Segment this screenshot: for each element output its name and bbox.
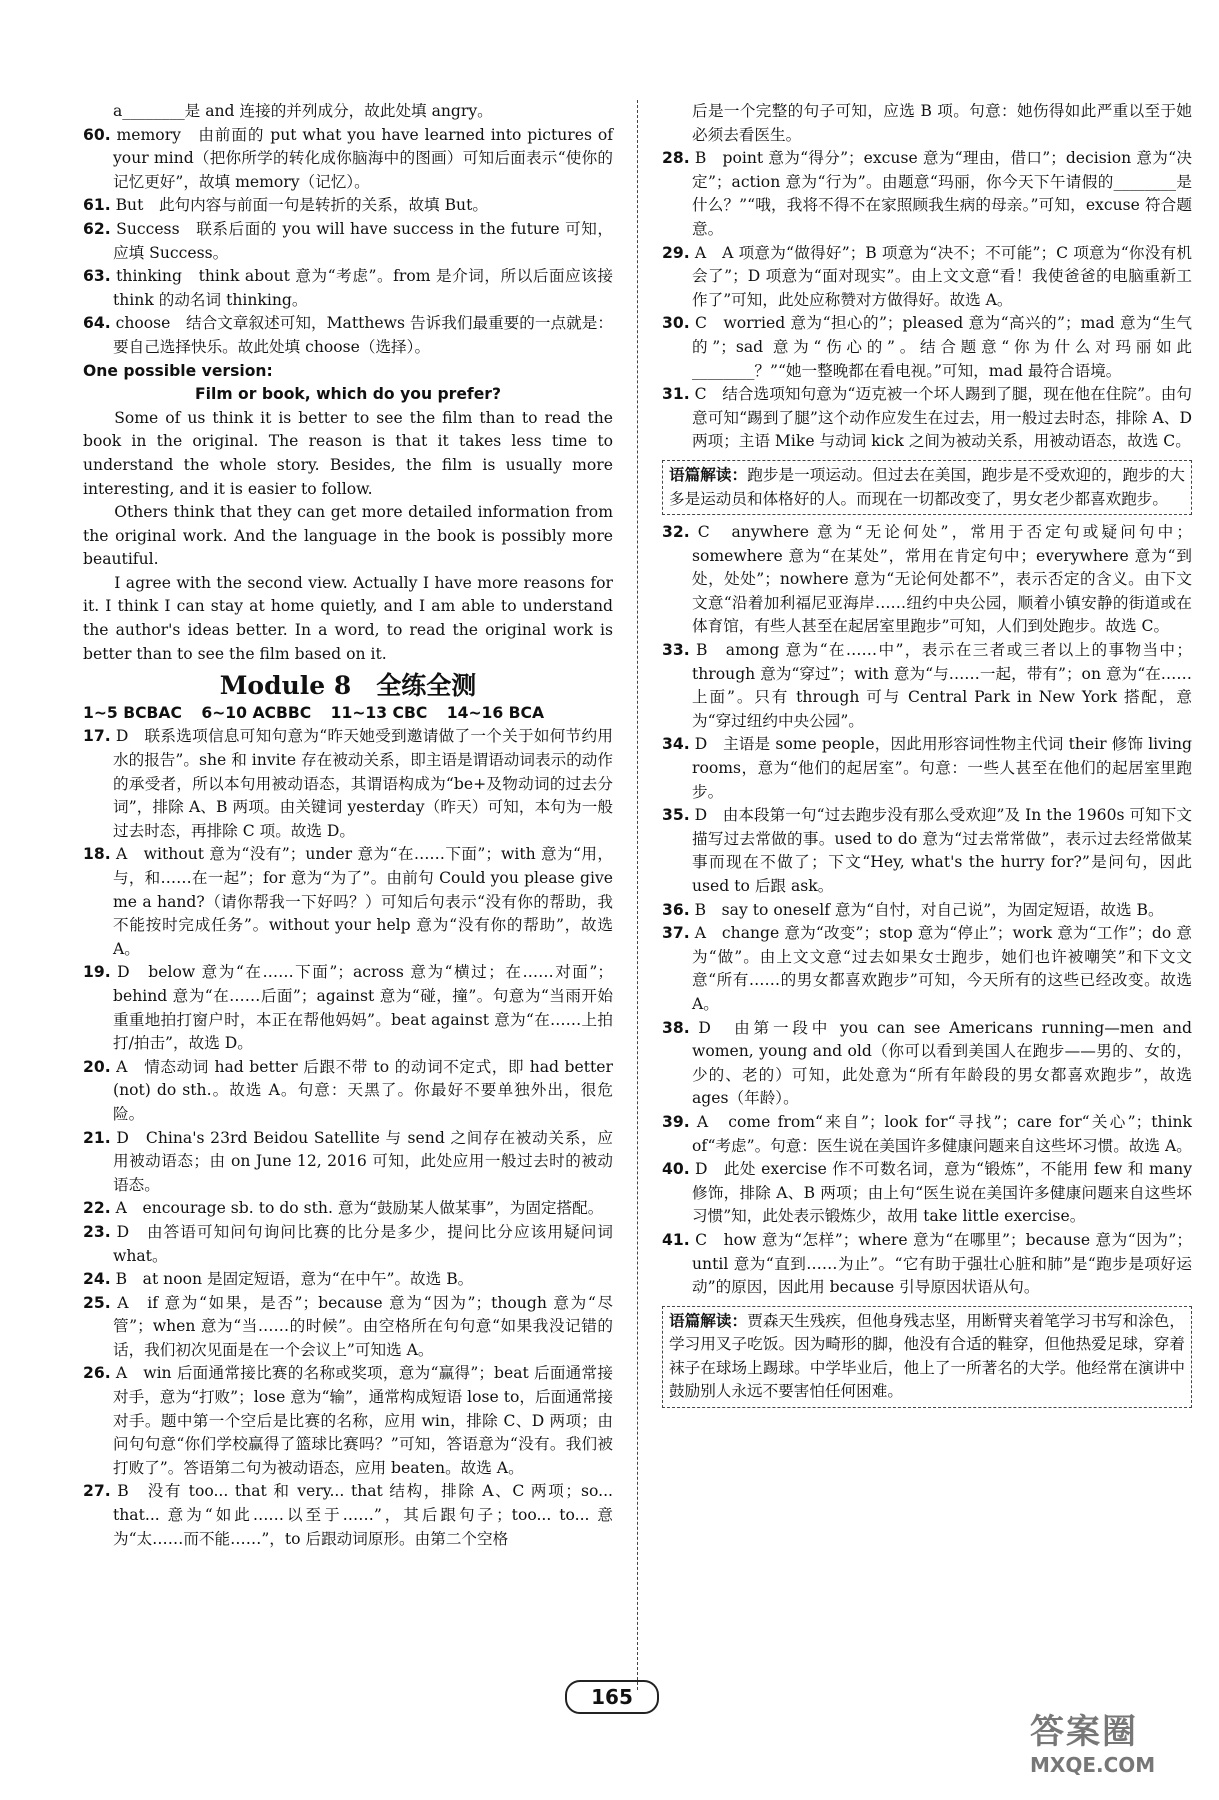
answer-item: 29. A A 项意为“做得好”；B 项意为“决不；不可能”；C 项意为“你没有机会了”；D 项意为“面对现实”。由上文文意“看！我使爸爸的电脑重新工作了”可知，此处应称赞对方做得好。故选 A。	[662, 243, 1192, 309]
answer-item: 63. thinking think about 意为“考虑”。from 是介词，所以后面应该接 think 的动名词 thinking。	[83, 267, 613, 309]
passage-analysis-label: 语篇解读：	[669, 465, 748, 484]
answers-60-64	[83, 124, 613, 360]
answer-item: 27. B 没有 too... that 和 very... that 结构，排除 A、C 两项；so... that... 意为“如此……以至于……”，其后跟句子；too... to... 意为“太……而不能……”，to 后跟动词原形。由第二个空格	[83, 1482, 613, 1548]
answer-item: 34. D 主语是 some people，因此用形容词性物主代词 their 修饰 living rooms，意为“他们的起居室”。句意：一些人甚至在他们的起居室里跑步。	[662, 735, 1192, 801]
answers-17-27	[83, 725, 613, 1551]
answer-item: 35. D 由本段第一句“过去跑步没有那么受欢迎”及 In the 1960s 可知下文描写过去常做的事。used to do 意为“过去常常做”，表示过去经常做某事而现在不做了；下文“Hey, what's the hurry for?”是问句，因此 used to 后跟 ask。	[662, 806, 1192, 895]
watermark-logo	[1030, 1712, 1180, 1792]
passage-analysis-text: 贾森天生残疾，但他身残志坚，用断臂夹着笔学习书写和涂色，学习用叉子吃饭。因为畸形的脚，他没有合适的鞋穿，但他热爱足球，穿着袜子在球场上踢球。中学毕业后，他上了一所著名的大学。他经常在演讲中鼓励别人永远不要害怕任何困难。	[669, 1311, 1185, 1401]
answer-item: 25. A if 意为“如果，是否”；because 意为“因为”；though 意为“尽管”；when 意为“当……的时候”。由空格所在句句意“如果我没记错的话，我们初次见面是在一个会议上”可知选 A。	[83, 1293, 613, 1359]
watermark-top: 答案圈	[1030, 1712, 1138, 1752]
answer-item: 21. D China's 23rd Beidou Satellite 与 send 之间存在被动关系，应用被动语态；由 on June 12, 2016 可知，此处应用一般过去时的被动语态。	[83, 1128, 614, 1194]
passage-analysis-box	[662, 1306, 1192, 1408]
essay-paragraph: I agree with the second view. Actually I have more reasons for it. I think I can stay at home quietly, and I am able to understand the author's ideas better. In a word, to read the original work is better than to see the film based on it.	[83, 573, 613, 663]
answer-item: 40. D 此处 exercise 作不可数名词，意为“锻炼”，不能用 few 和 many 修饰，排除 A、B 两项；由上句“医生说在美国许多健康问题来自这些坏习惯”知，此处表示锻炼少，故用 take little exercise。	[662, 1160, 1192, 1226]
answer-item: 37. A change 意为“改变”；stop 意为“停止”；work 意为“工作”；do 意为“做”。由上文文意“过去如果女士跑步，她们也许被嘲笑”和下文文意“所有……的男女都喜欢跑步”可知，今天所有的这些已经改变。故选 A。	[662, 924, 1192, 1013]
answer-item: 33. B among 意为“在……中”，表示在三者或三者以上的事物当中；through 意为“穿过”；with 意为“与……一起，带有”；on 意为“在……上面”。只有 through 可与 Central Park in New York 搭配，意为“穿过纽约中央公园”。	[662, 641, 1192, 730]
answer-item: 38. D 由第一段中 you can see Americans running—men and women, young and old（你可以看到美国人在跑步——男的、女的，少的、老的）可知，此处意为“所有年龄段的男女都喜欢跑步”，故选 ages（年龄）。	[662, 1018, 1192, 1108]
answer-item: 20. A 情态动词 had better 后跟不带 to 的动词不定式，即 had better (not) do sth.。故选 A。句意：天黑了。你最好不要单独外出，很危险。	[83, 1057, 613, 1123]
answer-item: 32. C anywhere 意为“无论何处”，常用于否定句或疑问句中；somewhere 意为“在某处”，常用在肯定句中；everywhere 意为“到处，处处”；nowhere 意为“无论何处都不”，表示否定的含义。由下文文意“沿着加利福尼亚海岸……纽约中央公园，顺着小镇安静的街道或在体育馆，有些人甚至在起居室里跑步”可知，人们到处跑步。故选 C。	[662, 523, 1192, 636]
version-label: One possible version:	[83, 361, 273, 380]
answers-28-31	[662, 147, 1192, 454]
answer-item: 64. choose 结合文章叙述可知，Matthews 告诉我们最重要的一点就是：要自己选择快乐。故此处填 choose（选择）。	[83, 314, 613, 356]
quick-answers: 1~5 BCBAC 6~10 ACBBC 11~13 CBC 14~16 BCA	[83, 703, 545, 722]
answer-item: 22. A encourage sb. to do sth. 意为“鼓励某人做某事”，为固定搭配。	[83, 1199, 604, 1218]
column-divider	[637, 100, 638, 1690]
passage-analysis-box	[662, 460, 1192, 515]
continued-text: 后是一个完整的句子可知，应选 B 项。句意：她伤得如此严重以至于她必须去看医生。	[692, 102, 1192, 144]
answer-item: 23. D 由答语可知问句询问比赛的比分是多少，提问比分应该用疑问词 what。	[83, 1222, 613, 1265]
intro-line: a________是 and 连接的并列成分，故此处填 angry。	[113, 102, 493, 120]
answer-item: 30. C worried 意为“担心的”；pleased 意为“高兴的”；mad 意为“生气的”；sad 意为“伤心的”。结合题意“你为什么对玛丽如此________？”“她一整晚都在看电视。”可知，mad 最符合语境。	[662, 314, 1192, 380]
answer-item: 60. memory 由前面的 put what you have learned into pictures of your mind（把你所学的转化成你脑海中的图画）可知后面表示“使你的记忆更好”，故填 memory（记忆）。	[83, 125, 613, 191]
watermark-bottom: MXQE.COM	[1030, 1753, 1156, 1777]
answer-item: 26. A win 后面通常接比赛的名称或奖项，意为“赢得”；beat 后面通常接对手，意为“打败”；lose 意为“输”，通常构成短语 lose to，后面通常接对手。题中第一个空后是比赛的名称，应用 win，排除 C、D 两项；由问句句意“你们学校赢得了篮球比赛吗？”可知，答语意为“没有。我们被打败了”。答语第二句为被动语态，应用 beaten。故选 A。	[83, 1364, 613, 1477]
left-column	[83, 100, 613, 1551]
answer-item: 39. A come from“来自”；look for“寻找”；care for“关心”；think of“考虑”。句意：医生说在美国许多健康问题来自这些坏习惯。故选 A。	[662, 1112, 1192, 1155]
answer-item: 61. But 此句内容与前面一句是转折的关系，故填 But。	[83, 196, 488, 215]
answer-item: 18. A without 意为“没有”；under 意为“在……下面”；with 意为“用，与，和……在一起”；for 意为“为了”。由前句 Could you please give me a hand?（请你帮我一下好吗？）可知后句表示“没有你的帮助，我不能按时完成任务”。without your help 意为“没有你的帮助”，故选 A。	[83, 845, 613, 958]
passage-analysis-text: 跑步是一项运动。但过去在美国，跑步是不受欢迎的，跑步的大多是运动员和体格好的人。而现在一切都改变了，男女老少都喜欢跑步。	[669, 465, 1185, 508]
answer-item: 24. B at noon 是固定短语，意为“在中午”。故选 B。	[83, 1270, 474, 1289]
answer-item: 19. D below 意为“在……下面”；across 意为“横过；在……对面”；behind 意为“在……后面”；against 意为“碰，撞”。句意为“当雨开始重重地拍打窗户时，本正在帮他妈妈”。beat against 意为“在……上拍打/拍击”，故选 D。	[83, 963, 613, 1053]
passage-analysis-label: 语篇解读：	[669, 1311, 748, 1330]
answer-item: 41. C how 意为“怎样”；where 意为“在哪里”；because 意为“因为”；until 意为“直到……为止”。“它有助于强壮心脏和肺”是“跑步是项好运动”的原因，因此用 because 引导原因状语从句。	[662, 1230, 1192, 1297]
essay-paragraph: Others think that they can get more detailed information from the original work. And the language in the book is possibly more beautiful.	[83, 503, 613, 569]
essay-title: Film or book, which do you prefer?	[194, 385, 502, 404]
answers-32-41	[662, 521, 1192, 1300]
right-column	[662, 100, 1192, 1414]
answer-item: 17. D 联系选项信息可知句意为“昨天她受到邀请做了一个关于如何节约用水的报告”。she 和 invite 存在被动关系，即主语是谓语动词表示的动作的承受者，所以本句用被动语态，其谓语构成为“be+及物动词的过去分词”，排除 A、B 两项。由关键词 yesterday（昨天）可知，本句为一般过去时态，再排除 C 项。故选 D。	[83, 727, 613, 840]
module-title: Module 8 全练全测	[219, 671, 477, 701]
answer-item: 62. Success 联系后面的 you will have success in the future 可知，应填 Success。	[83, 219, 613, 262]
page-number: 165	[565, 1680, 659, 1714]
answer-item: 28. B point 意为“得分”；excuse 意为“理由，借口”；decision 意为“决定”；action 意为“行为”。由题意“玛丽，你今天下午请假的________是什么？”“哦，我将不得不在家照顾我生病的母亲。”可知，excuse 符合题意。	[662, 149, 1192, 238]
answer-item: 36. B say to oneself 意为“自忖，对自己说”，为固定短语，故选 B。	[662, 900, 1164, 919]
essay-paragraph: Some of us think it is better to see the film than to read the book in the original. The reason is that it takes less time to understand the whole story. Besides, the film is usually more interesting, and it is easier to follow.	[83, 408, 613, 498]
answer-item: 31. C 结合选项知句意为“迈克被一个坏人踢到了腿，现在他在住院”。由句意可知“踢到了腿”这个动作应发生在过去，用一般过去时态，排除 A、D 两项；主语 Mike 与动词 kick 之间为被动关系，用被动语态，故选 C。	[662, 385, 1192, 451]
